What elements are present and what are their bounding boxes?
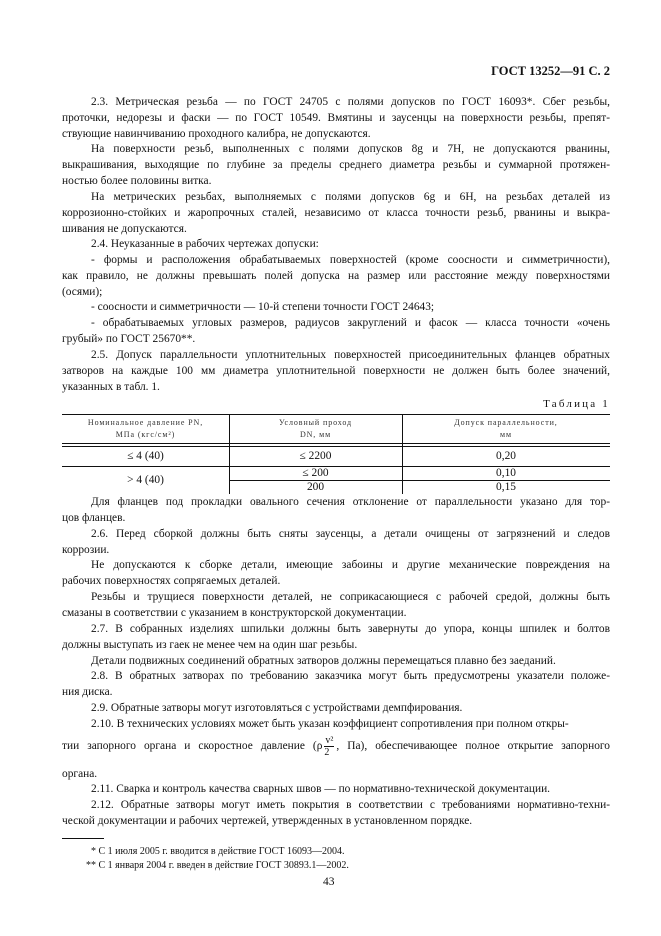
paragraph: [62, 767, 610, 783]
paragraph: [62, 253, 610, 300]
fraction-numerator: v²: [325, 735, 334, 746]
text-line: 2.5. Допуск параллельности уплотнительных поверхностей присоединительных фланцев обратных: [91, 349, 610, 361]
text-line: 2.8. В обратных затворах по требованию заказчика могут быть предусмотрены указатели положе-: [91, 670, 610, 682]
table-header-rule: [62, 443, 610, 444]
fraction-denominator: 2: [324, 747, 330, 758]
text-line: органа.: [62, 768, 98, 780]
text-line: должны выступать из гаек не менее чем на один шаг резьбы.: [62, 638, 358, 651]
paragraph: [62, 701, 610, 717]
text-line: ствующие навинчиванию проходного калибра, не допускаются.: [62, 127, 371, 140]
text-line: Для фланцев под прокладки овального сечения отклонение от параллельности указано для тор-: [91, 496, 610, 508]
text-line: 2.7. В собранных изделиях шпильки должны быть завернуты до упора, концы шпилек и болтов: [91, 623, 610, 635]
cell-tolerance: 0,15: [496, 481, 516, 493]
text-line: выкрашивания, выходящие по глубине за пределы среднего диаметра резьбы и суммарной протяжен-: [62, 158, 610, 171]
text-line: ностью более половины витка.: [62, 174, 212, 187]
text-line: 2.4. Неуказанные в рабочих чертежах допуски:: [91, 238, 319, 250]
text-line: грубый» по ГОСТ 25670**.: [62, 332, 196, 345]
text-line: цов фланцев.: [62, 511, 126, 524]
text-line: 2.3. Метрическая резьба — по ГОСТ 24705 с полями допусков по ГОСТ 16093*. Сбег резьбы,: [91, 96, 610, 108]
paragraph: [62, 654, 610, 670]
text-line: На метрических резьбах, выполняемых с полями допусков 6g и 6H, на резьбах деталей из: [91, 191, 610, 203]
text-line: ния диска.: [62, 685, 113, 698]
text-line: рабочих поверхностях сопрягаемых деталей.: [62, 574, 281, 587]
text-line: - соосности и симметричности — 10-й степени точности ГОСТ 24643;: [91, 301, 435, 313]
text-line: На поверхности резьб, выполненных с полями допусков 8g и 7H, не допускаются рванины,: [91, 143, 610, 155]
cell-dn: 200: [306, 481, 325, 493]
text-line: 2.11. Сварка и контроль качества сварных швов — по нормативно-технической документации.: [91, 783, 551, 795]
table-top-rule: [62, 414, 610, 415]
header-nominal-bore: Условный проход DN, мм: [278, 418, 353, 439]
formula-line: [62, 735, 610, 757]
text-line: Резьбы и трущиеся поверхности деталей, не соприкасающиеся с рабочей средой, должны быть: [91, 591, 610, 603]
paragraph: [62, 782, 610, 798]
footnote: * С 1 июля 2005 г. вводится в действие ГОСТ 16093—2004.: [91, 846, 345, 857]
paragraph: [62, 558, 610, 590]
text-line: коррозии.: [62, 543, 110, 556]
text-line: затворов на каждые 100 мм диаметра уплотнительной поверхности не должен быть более значений,: [62, 364, 610, 377]
text-line: 2.9. Обратные затворы могут изготовляться с устройствами демпфирования.: [91, 702, 463, 714]
paragraph: [62, 495, 610, 527]
paragraph: [62, 237, 610, 253]
text-line: Не допускаются к сборке детали, имеющие забоины и другие механические повреждения на: [91, 559, 610, 571]
formula-rho: ρ: [316, 740, 323, 753]
text-line: проточки, недорезы и фаски — по ГОСТ 10549. Вмятины и заусенцы на поверхности резьбы, препят-: [62, 111, 610, 124]
cell-pn: > 4 (40): [127, 474, 164, 486]
header-nominal-pressure: Номинальное давление PN, МПа (кгс/см²): [87, 418, 204, 439]
cell-dn: ≤ 200: [302, 467, 329, 479]
page-number: 43: [323, 876, 335, 888]
footnote: ** С 1 января 2004 г. введен в действие ГОСТ 30893.1—2002.: [86, 860, 349, 871]
text-line: - обрабатываемых угловых размеров, радиусов закруглений и фасок — класса точности «очень: [91, 317, 610, 329]
text-line: указанных в табл. 1.: [62, 380, 160, 393]
text-line: 2.12. Обратные затворы могут иметь покрытия в соответствии с требованиями нормативно-техни-: [91, 799, 610, 811]
formula-text-after: , Па), обеспечивающее полное открытие запорного: [336, 740, 610, 753]
paragraph: [62, 142, 610, 189]
formula-text-before: тии запорного органа и скоростное давление (: [62, 740, 317, 753]
text-line: ческой документации и рабочих чертежей, утвержденных в установленном порядке.: [62, 814, 473, 827]
cell-pn: ≤ 4 (40): [127, 450, 164, 462]
text-line: 2.6. Перед сборкой должны быть сняты заусенцы, а детали очищены от загрязнений и следов: [91, 528, 610, 540]
text-line: (осями);: [62, 285, 103, 298]
text-line: как правило, не должны превышать полей допуска на размер или расстояние между поверхностями: [62, 269, 610, 282]
text-line: 2.10. В технических условиях может быть указан коэффициент сопротивления при полном откры-: [91, 718, 569, 730]
paragraph: [62, 590, 610, 622]
running-header: ГОСТ 13252—91 С. 2: [491, 64, 610, 78]
paragraph: [62, 300, 610, 316]
formula-fraction: [324, 735, 334, 758]
paragraph: [62, 190, 610, 237]
paragraph: [62, 798, 610, 830]
table-header-rule: [62, 446, 610, 447]
text-line: коррозионно-стойких и жаропрочных сталей, независимо от класса точности резьб, рванины и выкра-: [62, 206, 610, 219]
text-line: смазаны в соответствии с указанием в конструкторской документации.: [62, 606, 407, 619]
footnote-separator: [62, 838, 104, 839]
paragraph: [62, 316, 610, 348]
text-line: - формы и расположения обрабатываемых поверхностей (кроме соосности и симметричности),: [91, 254, 610, 266]
paragraph: [62, 348, 610, 395]
header-parallelism-tolerance: Допуск параллельности, мм: [454, 418, 558, 439]
cell-tolerance: 0,10: [496, 467, 516, 479]
paragraph: [62, 717, 610, 733]
text-line: шивания не допускаются.: [62, 222, 187, 235]
tolerance-table: [62, 414, 610, 494]
cell-dn: ≤ 2200: [299, 450, 332, 462]
paragraph: [62, 95, 610, 142]
paragraph: [62, 527, 610, 559]
text-line: Детали подвижных соединений обратных затворов должны перемещаться плавно без заеданий.: [91, 655, 556, 667]
paragraph: [62, 669, 610, 701]
paragraph: [62, 622, 610, 654]
cell-tolerance: 0,20: [496, 450, 516, 462]
table-caption: Таблица 1: [543, 398, 610, 410]
